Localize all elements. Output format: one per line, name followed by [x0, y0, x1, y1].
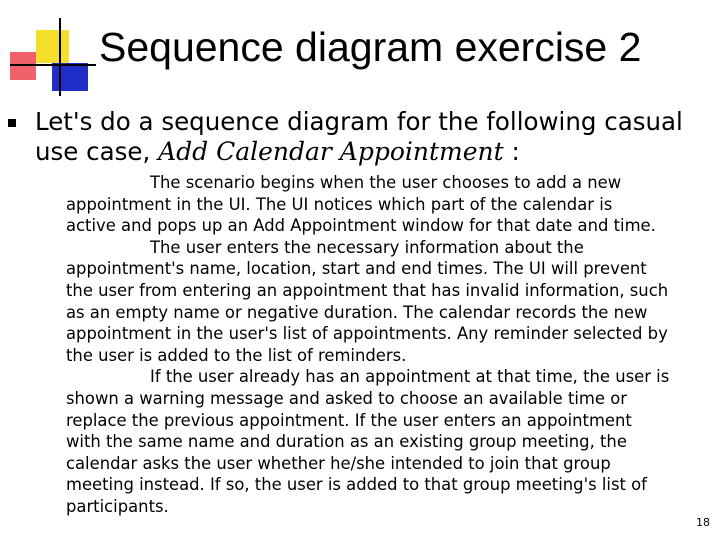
use-case-prefix: use case,: [35, 137, 151, 166]
bullet-text: [35, 107, 707, 167]
scenario-text: [66, 172, 716, 518]
scenario-line: appointment in the UI. The UI notices which part of the calendar is: [66, 194, 613, 214]
colored-squares-logo-icon: [0, 0, 100, 100]
scenario-line: replace the previous appointment. If the user enters an appointment: [66, 410, 632, 430]
scenario-line: The user enters the necessary information about the: [150, 237, 584, 257]
square-bullet-icon: [8, 119, 16, 127]
scenario-line: the user from entering an appointment that has invalid information, such: [66, 280, 669, 300]
scenario-line: appointment in the user's list of appointments. Any reminder selected by: [66, 324, 668, 344]
scenario-line: as an empty name or negative duration. The calendar records the new: [66, 302, 648, 322]
use-case-name: Add Calendar Appointment: [158, 137, 504, 166]
scenario-line: with the same name and duration as an existing group meeting, the: [66, 432, 627, 452]
scenario-line: the user is added to the list of reminders.: [66, 345, 407, 365]
scenario-line: The scenario begins when the user chooses to add a new: [150, 173, 622, 192]
scenario-line: calendar asks the user whether he/she intended to join that group: [66, 453, 611, 473]
scenario-line: appointment's name, location, start and end times. The UI will prevent: [66, 259, 647, 279]
scenario-line: shown a warning message and asked to choose an available time or: [66, 388, 627, 408]
bullet-line-2: [35, 137, 707, 167]
scenario-line: active and pops up an Add Appointment window for that date and time.: [66, 216, 656, 236]
use-case-suffix: :: [511, 137, 520, 166]
scenario-line: meeting instead. If so, the user is added to that group meeting's list of: [66, 475, 647, 495]
bullet-line-1: Let's do a sequence diagram for the following casual: [35, 107, 683, 136]
page-number: 18: [696, 516, 710, 529]
scenario-line: If the user already has an appointment at that time, the user is: [150, 367, 670, 387]
slide-title: Sequence diagram exercise 2: [99, 24, 642, 70]
scenario-line: participants.: [66, 496, 169, 516]
